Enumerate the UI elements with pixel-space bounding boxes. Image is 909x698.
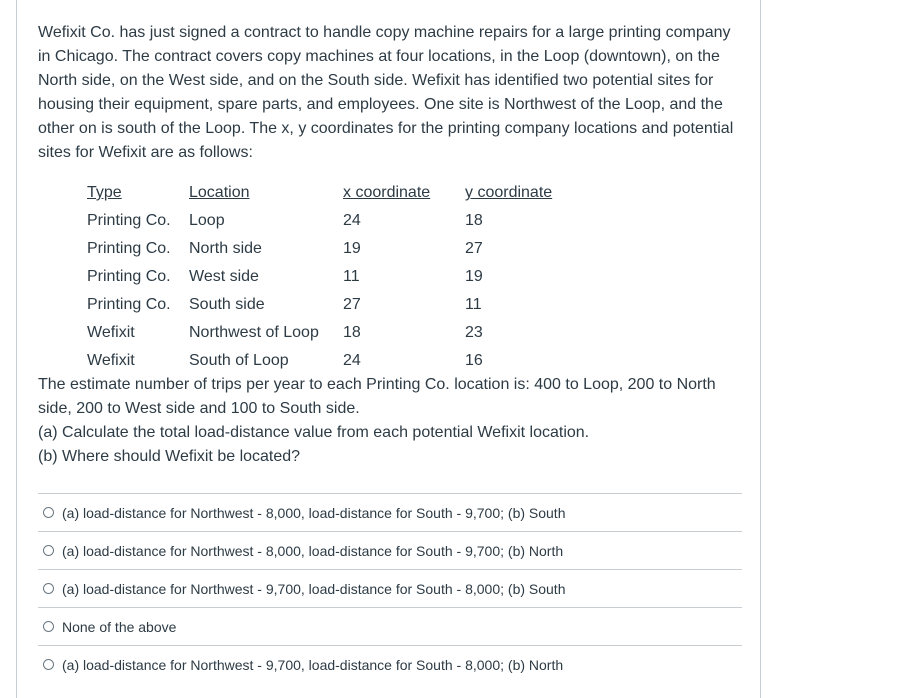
cell-y: 16 xyxy=(465,352,483,369)
cell-y: 23 xyxy=(465,324,483,341)
cell-x: 18 xyxy=(343,324,361,341)
radio-button[interactable] xyxy=(43,659,54,670)
radio-button[interactable] xyxy=(43,621,54,632)
cell-type: Printing Co. xyxy=(87,268,171,285)
cell-location: Loop xyxy=(189,212,225,229)
table-row xyxy=(87,263,565,291)
answer-option[interactable] xyxy=(38,531,742,569)
answer-label: (a) load-distance for Northwest - 8,000, load-distance for South - 9,700; (b) South xyxy=(62,504,566,521)
cell-type: Wefixit xyxy=(87,352,135,369)
cell-location: Northwest of Loop xyxy=(189,324,319,341)
answer-option[interactable] xyxy=(38,607,742,645)
answer-list xyxy=(38,493,742,683)
part-b-text: (b) Where should Wefixit be located? xyxy=(38,448,301,465)
cell-y: 11 xyxy=(465,296,482,313)
cell-y: 19 xyxy=(465,268,483,285)
cell-y: 18 xyxy=(465,212,483,229)
cell-x: 11 xyxy=(343,268,360,285)
cell-location: South of Loop xyxy=(189,352,289,369)
cell-x: 24 xyxy=(343,212,361,229)
answer-option[interactable] xyxy=(38,493,742,531)
cell-type: Printing Co. xyxy=(87,240,171,257)
radio-button[interactable] xyxy=(43,583,54,594)
cell-x: 27 xyxy=(343,296,361,313)
table-row xyxy=(87,319,565,347)
cell-location: West side xyxy=(189,268,259,285)
radio-button[interactable] xyxy=(43,545,54,556)
cell-location: South side xyxy=(189,296,265,313)
question-intro: Wefixit Co. has just signed a contract to handle copy machine repairs for a large printing company in Chicago. The contract covers copy machines at four locations, in the Loop (downtown), on the North side, on the West side, and on the South side. Wefixit has identified two potential sites for housing their equipment, spare parts, and employees. One site is Northwest of the Loop, and the other on is south of the Loop. The x, y coordinates for the printing company locations and potential sites for Wefixit are as follows: xyxy=(38,24,734,161)
cell-type: Printing Co. xyxy=(87,296,171,313)
answer-option[interactable] xyxy=(38,645,742,683)
table-row xyxy=(87,347,565,375)
header-x-coordinate: x coordinate xyxy=(343,184,431,201)
table-row xyxy=(87,207,565,235)
cell-x: 24 xyxy=(343,352,361,369)
header-type: Type xyxy=(87,184,122,201)
answer-label: None of the above xyxy=(62,618,177,635)
cell-x: 19 xyxy=(343,240,361,257)
question-card xyxy=(16,0,761,698)
header-y-coordinate: y coordinate xyxy=(465,184,553,201)
header-location: Location xyxy=(189,184,250,201)
answer-option[interactable] xyxy=(38,569,742,607)
trips-text: The estimate number of trips per year to each Printing Co. location is: 400 to Loop, 200 to North side, 200 to West side and 100 to South side. xyxy=(38,376,716,417)
cell-type: Printing Co. xyxy=(87,212,171,229)
table-row xyxy=(87,235,565,263)
question-text xyxy=(38,21,743,165)
cell-y: 27 xyxy=(465,240,483,257)
question-followup xyxy=(38,373,743,469)
coordinates-table xyxy=(87,179,565,375)
radio-button[interactable] xyxy=(43,507,54,518)
table-row xyxy=(87,291,565,319)
answer-label: (a) load-distance for Northwest - 9,700, load-distance for South - 8,000; (b) South xyxy=(62,580,566,597)
cell-type: Wefixit xyxy=(87,324,135,341)
cell-location: North side xyxy=(189,240,262,257)
answer-label: (a) load-distance for Northwest - 9,700, load-distance for South - 8,000; (b) North xyxy=(62,656,564,673)
table-header-row xyxy=(87,179,565,207)
part-a-text: (a) Calculate the total load-distance value from each potential Wefixit location. xyxy=(38,424,590,441)
answer-label: (a) load-distance for Northwest - 8,000, load-distance for South - 9,700; (b) North xyxy=(62,542,564,559)
